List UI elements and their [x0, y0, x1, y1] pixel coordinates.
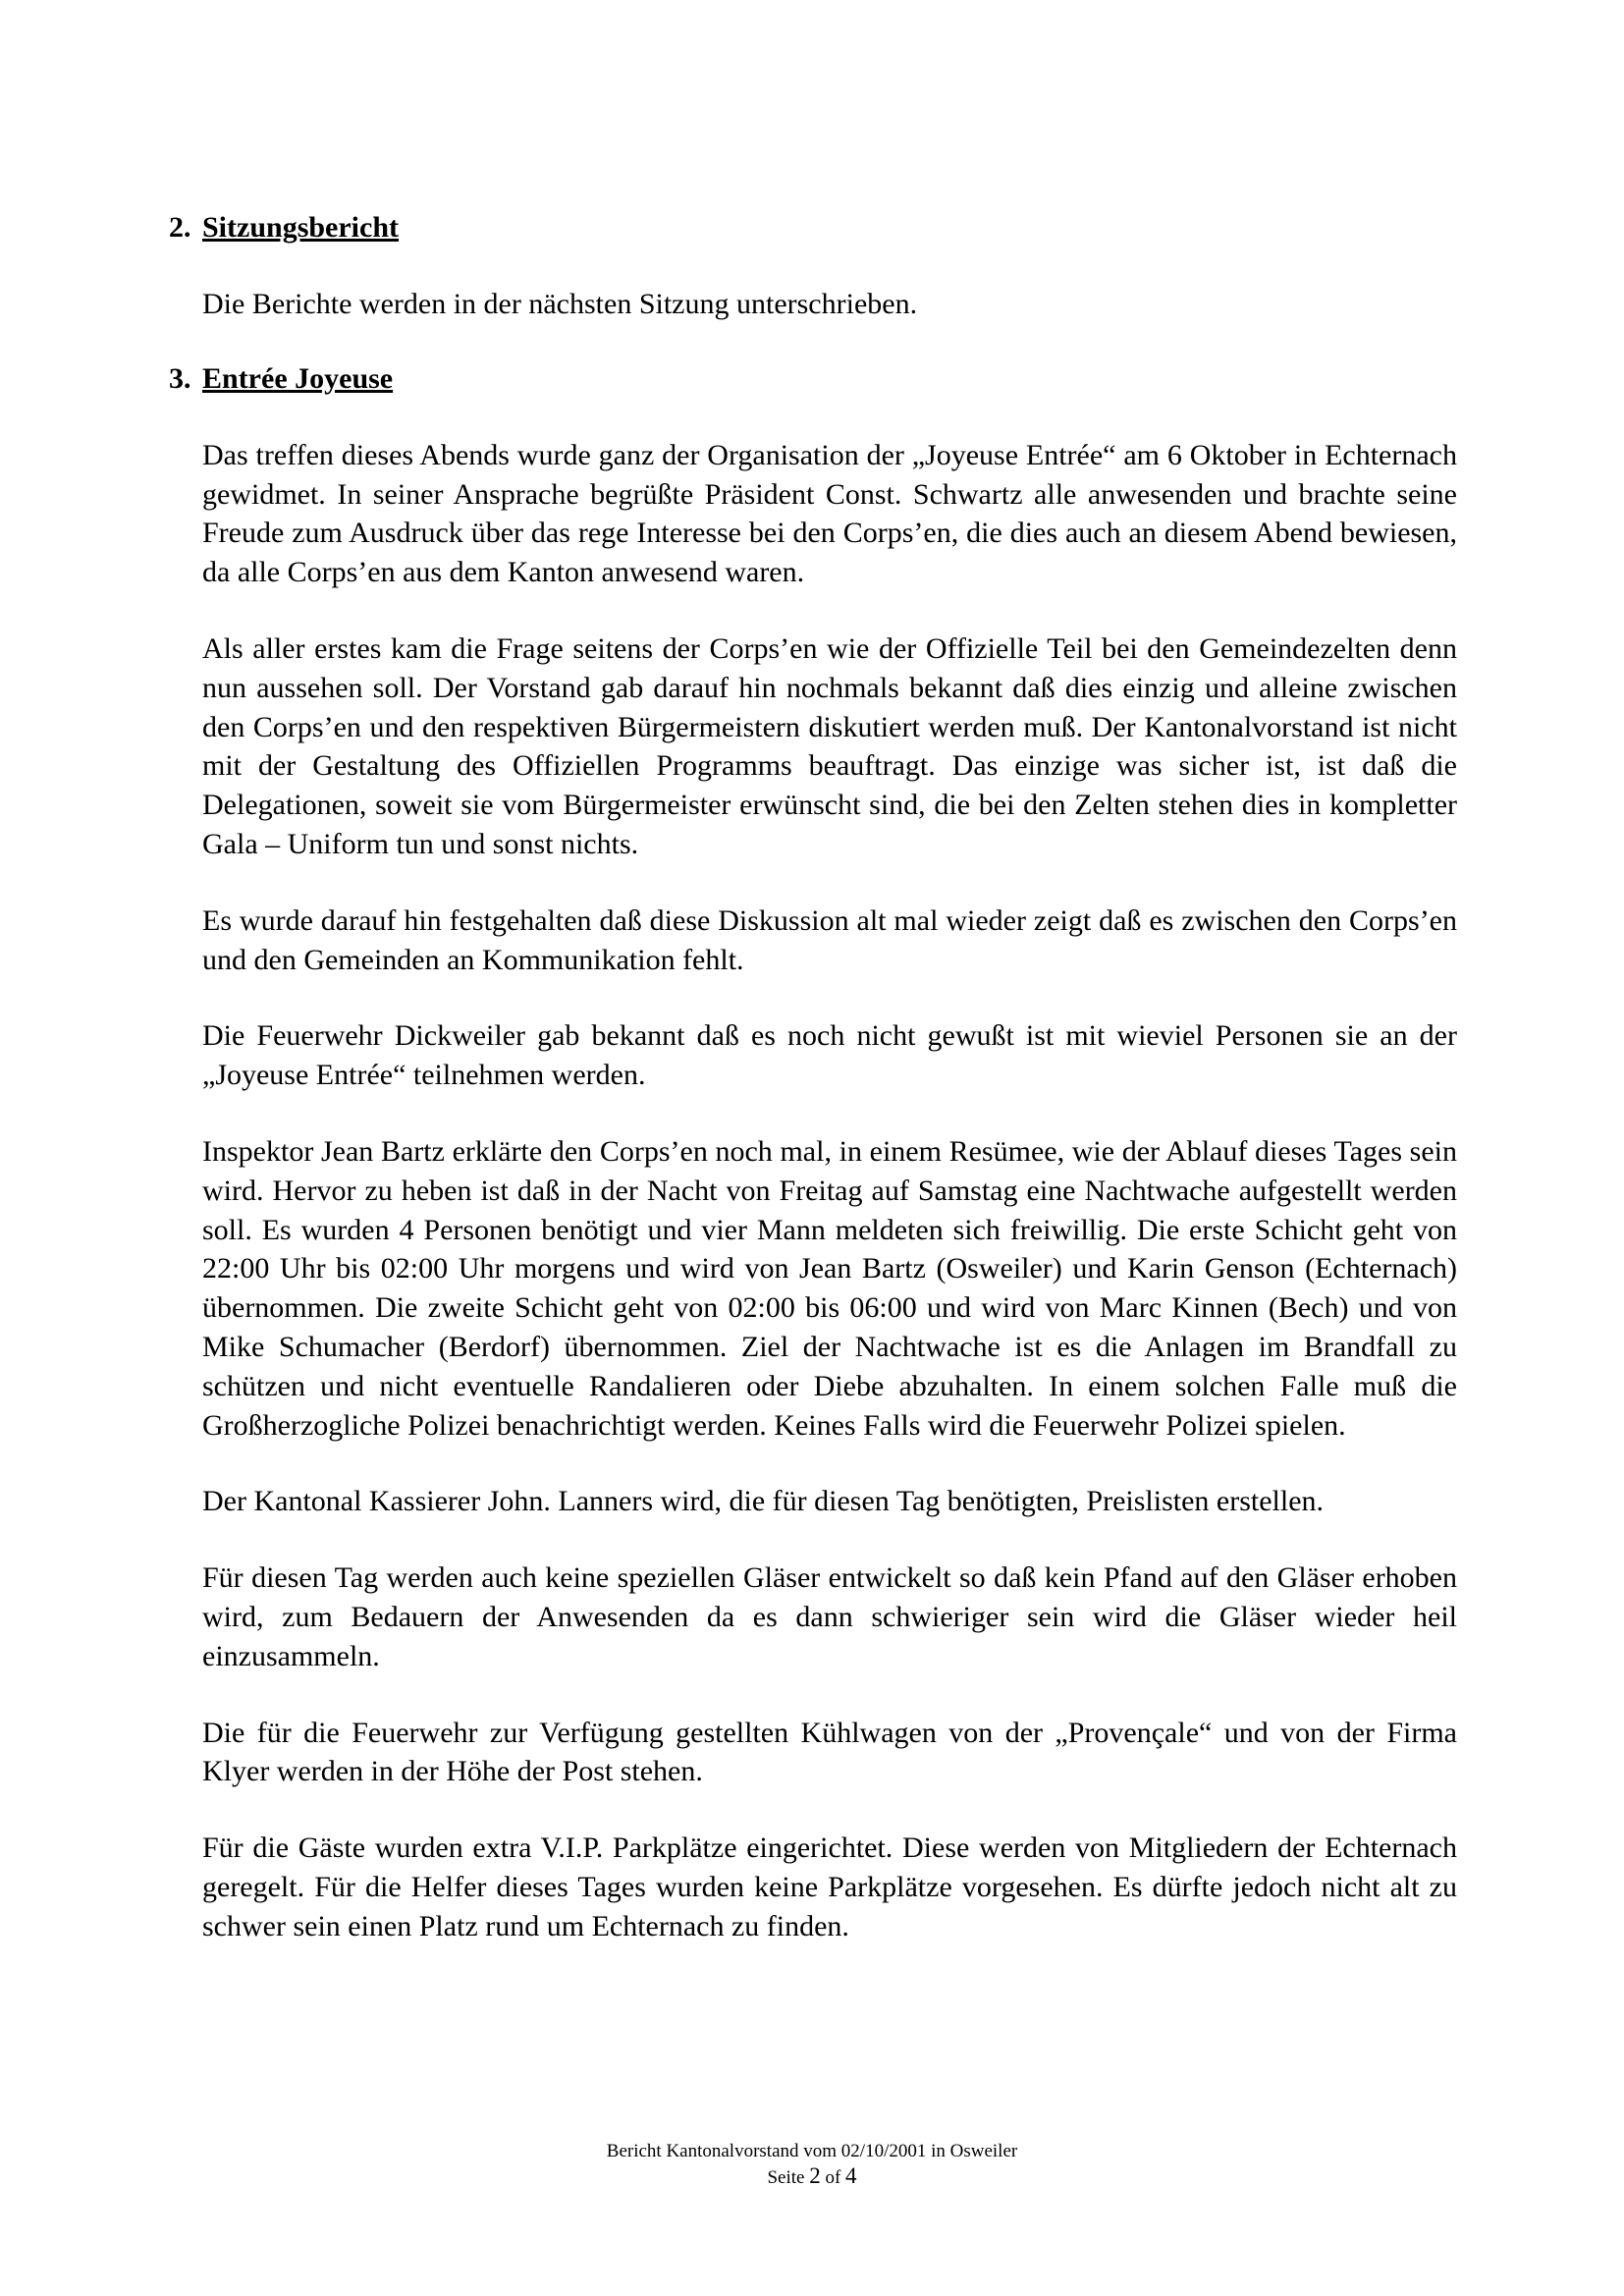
paragraph: Die Berichte werden in der nächsten Sitzung unterschrieben. — [202, 288, 918, 320]
paragraph: Das treffen dieses Abends wurde ganz der Organisation der „Joyeuse Entrée“ am 6 Oktober in Echternach gewidmet. In seiner Ansprache begrüßte Präsident Const. Schwartz alle anwesenden und brachte seine Freude zum Ausdruck über das rege Interesse bei den Corps’en, die dies auch an diesem Abend bewiesen, da alle Corps’en aus dem Kanton anwesend waren. — [202, 438, 1457, 589]
page-current: 2 — [809, 2163, 821, 2188]
paragraph: Für die Gäste wurden extra V.I.P. Parkplätze eingerichtet. Diese werden von Mitgliedern der Echternach geregelt. Für die Helfer dieses Tages wurden keine Parkplätze vorgesehen. Es dürfte jedoch nicht alt zu schwer sein einen Platz rund um Echternach zu finden. — [202, 1831, 1457, 1942]
document-body — [169, 208, 1457, 1984]
section-number: 2. — [169, 211, 191, 244]
footer-report-title: Bericht Kantonalvorstand vom 02/10/2001 in Osweiler — [606, 2141, 1018, 2161]
section-title: Sitzungsbericht — [202, 211, 400, 244]
page-prefix: Seite — [767, 2167, 810, 2188]
paragraph: Als aller erstes kam die Frage seitens der Corps’en wie der Offizielle Teil bei den Gemeindezelten denn nun aussehen soll. Der Vorstand gab darauf hin nochmals bekannt daß dies einzig und alleine zwischen den Corps’en und den respektiven Bürgermeistern diskutiert werden muß. Der Kantonalvorstand ist nicht mit der Gestaltung des Offiziellen Programms beauftragt. Das einzige was sicher ist, ist daß die Delegationen, soweit sie vom Bürgermeister erwünscht sind, die bei den Zelten stehen dies in kompletter Gala – Uniform tun und sonst nichts. — [202, 631, 1457, 860]
page-footer — [0, 2139, 1624, 2190]
section-number: 3. — [169, 361, 191, 395]
paragraph: Inspektor Jean Bartz erklärte den Corps’en noch mal, in einem Resümee, wie der Ablauf dieses Tages sein wird. Hervor zu heben ist daß in der Nacht von Freitag auf Samstag eine Nachtwache aufgestellt werden soll. Es wurden 4 Personen benötigt und vier Mann meldeten sich freiwillig. Die erste Schicht geht von 22:00 Uhr bis 02:00 Uhr morgens und wird von Jean Bartz (Osweiler) und Karin Genson (Echternach) übernommen. Die zweite Schicht geht von 02:00 bis 06:00 und wird von Marc Kinnen (Bech) und von Mike Schumacher (Berdorf) übernommen. Ziel der Nachtwache ist es die Anlagen im Brandfall zu schützen und nicht eventuelle Randalieren oder Diebe abzuhalten. In einem solchen Falle muß die Großherzogliche Polizei benachrichtigt werden. Keines Falls wird die Feuerwehr Polizei spielen. — [202, 1134, 1457, 1442]
section-heading-sitzungsbericht — [169, 208, 1457, 247]
paragraph: Der Kantonal Kassierer John. Lanners wird, die für diesen Tag benötigten, Preislisten erstellen. — [202, 1485, 1325, 1518]
paragraph: Die für die Feuerwehr zur Verfügung gestellten Kühlwagen von der „Provençale“ und von der Firma Klyer werden in der Höhe der Post stehen. — [202, 1716, 1457, 1788]
footer-page-number — [0, 2163, 1624, 2190]
paragraph: Die Feuerwehr Dickweiler gab bekannt daß es noch nicht gewußt ist mit wieviel Personen sie an der „Joyeuse Entrée“ teilnehmen werden. — [202, 1019, 1457, 1092]
page-total: 4 — [845, 2163, 857, 2188]
page-of: of — [820, 2167, 846, 2188]
paragraph: Für diesen Tag werden auch keine speziellen Gläser entwickelt so daß kein Pfand auf den Gläser erhoben wird, zum Bedauern der Anwesenden da es dann schwieriger sein wird die Gläser wieder heil einzusammeln. — [202, 1561, 1457, 1672]
section-heading-entree-joyeuse — [169, 359, 1457, 399]
section-title: Entrée Joyeuse — [202, 361, 394, 395]
paragraph: Es wurde darauf hin festgehalten daß diese Diskussion alt mal wieder zeigt daß es zwischen den Corps’en und den Gemeinden an Kommunikation fehlt. — [202, 903, 1457, 976]
